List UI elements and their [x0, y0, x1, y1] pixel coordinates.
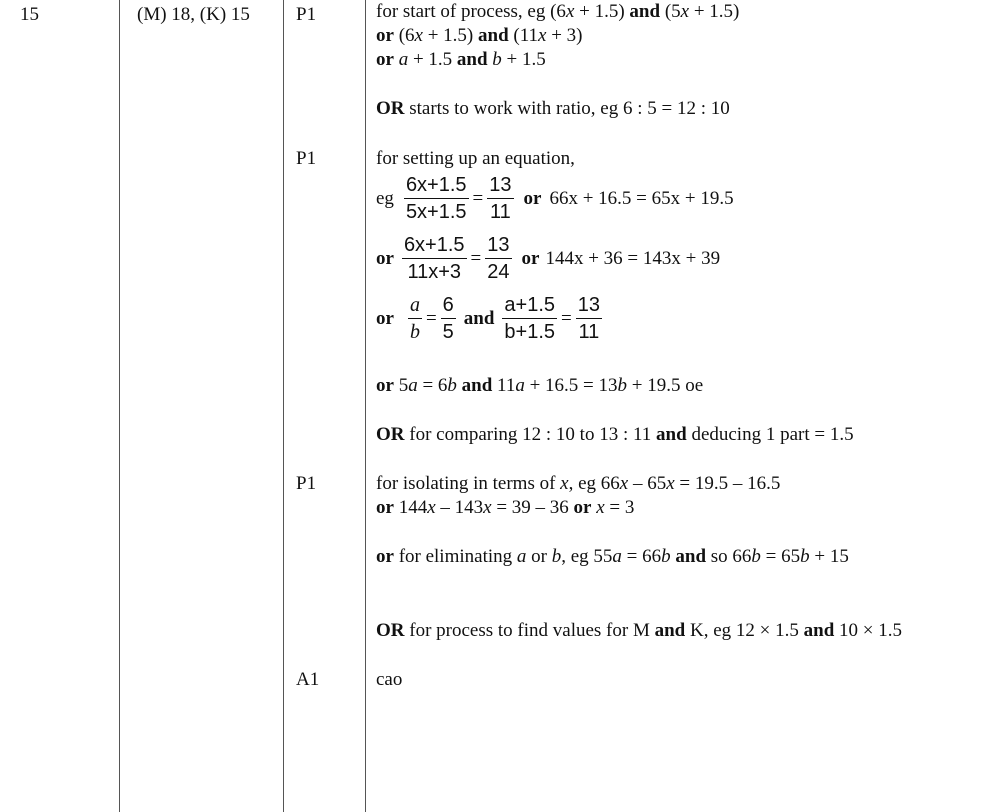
- column-divider-1: [119, 0, 120, 812]
- equation-row-1: eg $\frac{6x+1.5}{5x+1.5}$ = $\frac{13}{11}$ or 66x + 16.5 = 65x + 19.5: [376, 174, 734, 223]
- note-line-setting-up: for setting up an equation,: [376, 148, 575, 169]
- mark-a1: A1: [296, 669, 320, 690]
- fraction: $\frac{a}{b}$: [409, 294, 420, 343]
- fraction: $\frac{6x+1.5}{11x+3}$: [403, 234, 465, 283]
- fraction: $\frac{13}{11}$: [489, 174, 512, 223]
- eg-label: eg: [376, 187, 394, 209]
- question-number: 15: [20, 4, 39, 25]
- column-divider-3: [365, 0, 366, 812]
- fraction: $\frac{6x+1.5}{5x+1.5}$: [405, 174, 467, 223]
- note-line-ratio: OR starts to work with ratio, eg 6 : 5 = 12 : 10: [376, 98, 730, 119]
- note-line-start-process: for start of process, eg (6x + 1.5) and (5x + 1.5): [376, 1, 740, 22]
- mark-p1-start: P1: [296, 4, 317, 25]
- note-line-eliminating: or for eliminating a or b, eg 55a = 66b and so 66b = 65b + 15: [376, 546, 849, 567]
- fraction: $\frac{a+1.5}{b+1.5}$: [504, 294, 556, 343]
- answer-cell: (M) 18, (K) 15: [137, 4, 250, 25]
- note-line-isolating: for isolating in terms of x, eg 66x – 65x = 19.5 – 16.5: [376, 473, 781, 494]
- fraction: $\frac{13}{11}$: [577, 294, 600, 343]
- mark-p1-isolating: P1: [296, 473, 317, 494]
- fraction: $\frac{6}{5}$: [442, 294, 454, 343]
- mark-p1-equation: P1: [296, 148, 317, 169]
- note-line-or-2: or a + 1.5 and b + 1.5: [376, 49, 546, 70]
- column-divider-2: [283, 0, 284, 812]
- equation-row-3: or $\frac{a}{b}$ = $\frac{6}{5}$ and $\frac{a+1.5}{b+1.5}$ = $\frac{13}{11}$: [376, 294, 600, 343]
- note-line-cao: cao: [376, 669, 403, 690]
- note-line-or-5a: or 5a = 6b and 11a + 16.5 = 13b + 19.5 oe: [376, 375, 704, 396]
- note-line-process-values: OR for process to find values for M and K, eg 12 × 1.5 and 10 × 1.5: [376, 620, 902, 641]
- fraction: $\frac{13}{24}$: [487, 234, 510, 283]
- note-line-or-144x: or 144x – 143x = 39 – 36 or x = 3: [376, 497, 635, 518]
- note-line-comparing: OR for comparing 12 : 10 to 13 : 11 and deducing 1 part = 1.5: [376, 424, 854, 445]
- equation-row-2: or $\frac{6x+1.5}{11x+3}$ = $\frac{13}{24}$ or 144x + 36 = 143x + 39: [376, 234, 721, 283]
- note-line-or-1: or (6x + 1.5) and (11x + 3): [376, 25, 583, 46]
